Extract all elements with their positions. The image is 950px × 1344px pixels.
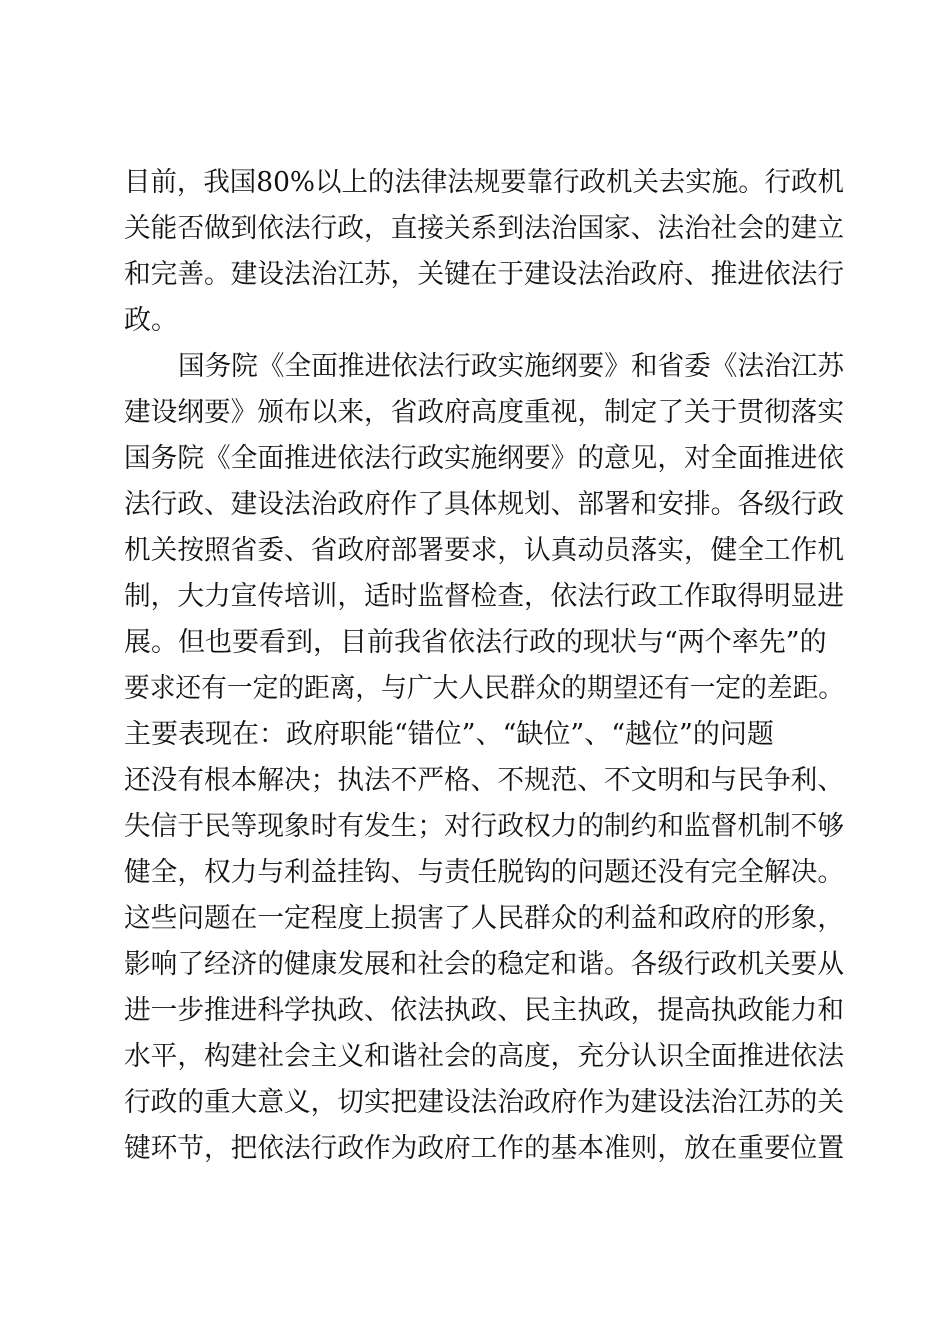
text-line: 主要表现在：政府职能“错位”、“缺位”、“越位”的问题	[124, 719, 774, 750]
text-line: 健全，权力与利益挂钩、与责任脱钩的问题还没有完全解决。	[124, 857, 844, 888]
text-line: 目前，我国80%以上的法律法规要靠行政机关去实施。行政机	[124, 167, 844, 198]
text-line: 键环节，把依法行政作为政府工作的基本准则，放在重要位置	[124, 1133, 844, 1164]
text-line: 要求还有一定的距离，与广大人民群众的期望还有一定的差距。	[124, 673, 844, 704]
text-line: 行政的重大意义，切实把建设法治政府作为建设法治江苏的关	[124, 1087, 844, 1118]
text-line: 水平，构建社会主义和谐社会的高度，充分认识全面推进依法	[124, 1041, 844, 1072]
text-line: 展。但也要看到，目前我省依法行政的现状与“两个率先”的	[124, 627, 827, 658]
text-line: 国务院《全面推进依法行政实施纲要》的意见，对全面推进依	[124, 443, 844, 474]
text-line: 机关按照省委、省政府部署要求，认真动员落实，健全工作机	[124, 535, 844, 566]
text-line: 影响了经济的健康发展和社会的稳定和谐。各级行政机关要从	[124, 949, 844, 980]
text-line: 建设纲要》颁布以来，省政府高度重视，制定了关于贯彻落实	[124, 397, 844, 428]
text-line: 还没有根本解决；执法不严格、不规范、不文明和与民争利、	[124, 765, 844, 796]
body-text	[124, 160, 844, 1172]
paragraph-first-line: 国务院《全面推进依法行政实施纲要》和省委《法治江苏	[178, 351, 844, 382]
text-line: 制，大力宣传培训，适时监督检查，依法行政工作取得明显进	[124, 581, 844, 612]
text-line: 政。	[124, 305, 178, 336]
text-line: 失信于民等现象时有发生；对行政权力的制约和监督机制不够	[124, 811, 844, 842]
text-line: 进一步推进科学执政、依法执政、民主执政，提高执政能力和	[124, 995, 844, 1026]
text-line: 这些问题在一定程度上损害了人民群众的利益和政府的形象，	[124, 903, 844, 934]
text-line: 和完善。建设法治江苏，关键在于建设法治政府、推进依法行	[124, 259, 844, 290]
text-line: 法行政、建设法治政府作了具体规划、部署和安排。各级行政	[124, 489, 844, 520]
text-line: 关能否做到依法行政，直接关系到法治国家、法治社会的建立	[124, 213, 844, 244]
